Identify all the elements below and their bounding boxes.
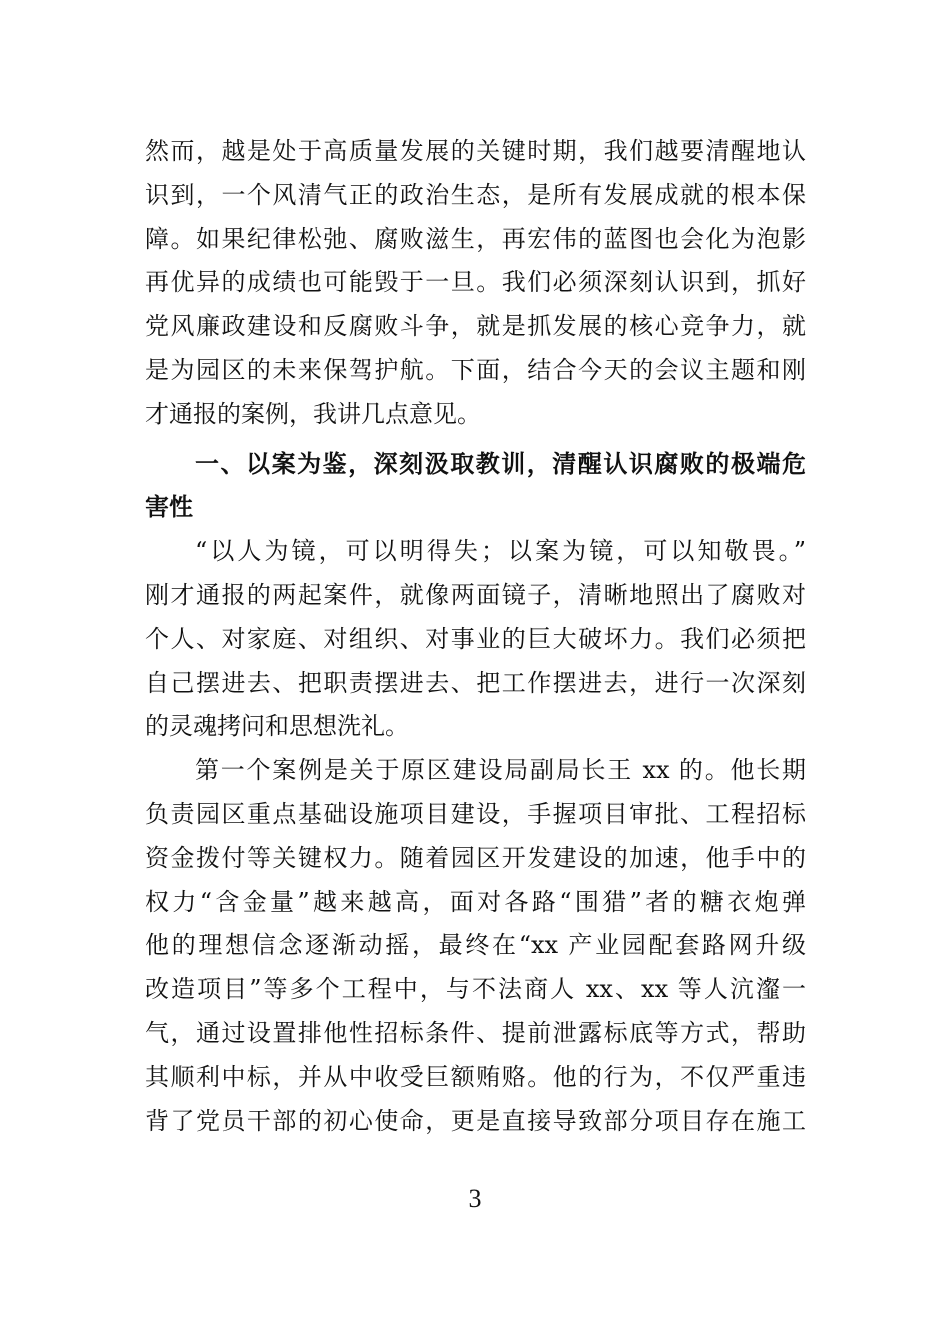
text-line: 权力“含金量”越来越高，面对各路“围猎”者的糖衣炮弹 [145,887,806,916]
text-line: 自己摆进去、把职责摆进去、把工作摆进去，进行一次深刻 [145,668,806,697]
text-line: 个人、对家庭、对组织、对事业的巨大破坏力。我们必须把 [145,624,806,653]
text-line: 识到，一个风清气正的政治生态，是所有发展成就的根本保 [145,180,806,209]
text-line: 背了党员干部的初心使命，更是直接导致部分项目存在施工 [145,1106,806,1135]
text-line: 然而，越是处于高质量发展的关键时期，我们越要清醒地认 [145,137,806,165]
text-line: 其顺利中标，并从中收受巨额贿赂。他的行为，不仅严重违 [145,1062,806,1091]
text-line: 气，通过设置排他性招标条件、提前泄露标底等方式，帮助 [145,1018,806,1047]
text-line: 是为园区的未来保驾护航。下面，结合今天的会议主题和刚 [145,355,806,384]
text-line: 党风廉政建设和反腐败斗争，就是抓发展的核心竞争力，就 [145,312,806,341]
text-line: 刚才通报的两起案件，就像两面镜子，清晰地照出了腐败对 [145,580,806,609]
text-line: 一、以案为鉴，深刻汲取教训，清醒认识腐败的极端危 [195,449,806,478]
paragraph [145,130,806,437]
text-line: 障。如果纪律松弛、腐败滋生，再宏伟的蓝图也会化为泡影 [145,224,806,253]
text-line: “以人为镜，可以明得失；以案为镜，可以知敬畏。” [195,537,806,566]
text-line: 改造项目”等多个工程中，与不法商人 xx、xx 等人沆瀣一 [145,975,806,1004]
text-line: 再优异的成绩也可能毁于一旦。我们必须深刻认识到，抓好 [145,268,806,297]
text-line: 的灵魂拷问和思想洗礼。 [145,712,409,741]
text-line: 资金拨付等关键权力。随着园区开发建设的加速，他手中的 [145,843,806,872]
text-line: 第一个案例是关于原区建设局副局长王 xx 的。他长期 [195,756,806,785]
document-body [145,130,806,1143]
text-line: 才通报的案例，我讲几点意见。 [145,399,481,428]
text-line: 负责园区重点基础设施项目建设，手握项目审批、工程招标 [145,799,806,828]
paragraph [145,530,806,749]
section-heading [145,443,806,531]
text-line: 他的理想信念逐渐动摇，最终在“xx 产业园配套路网升级 [145,931,806,960]
text-line: 害性 [145,493,193,522]
paragraph [145,749,806,1143]
page-number: 3 [468,1184,482,1213]
